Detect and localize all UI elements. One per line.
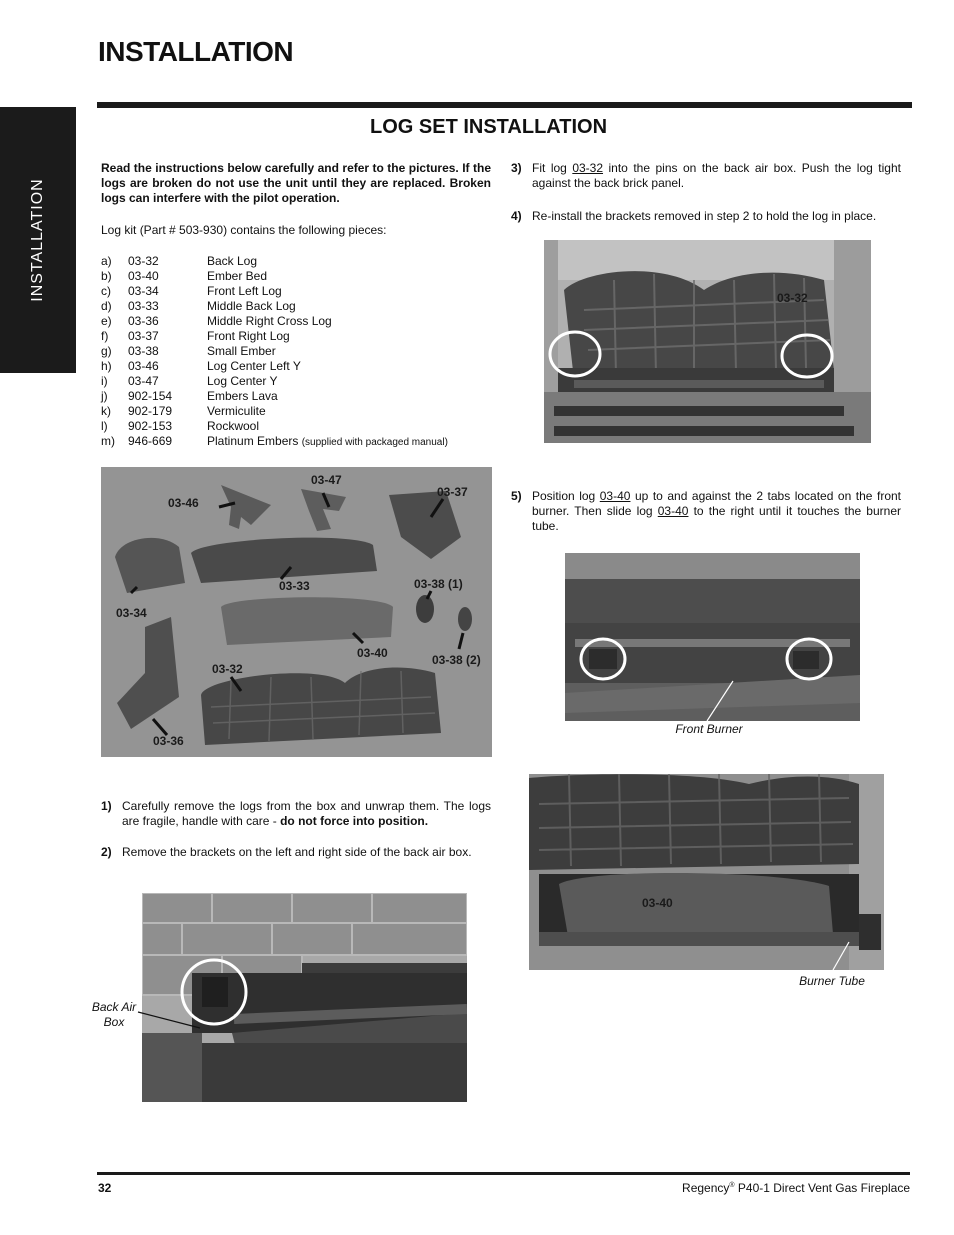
- footer-rule: [97, 1172, 910, 1175]
- step-number: 1): [101, 799, 112, 813]
- part-name-text: Platinum Embers: [207, 434, 299, 448]
- step-text: Fit log: [532, 161, 573, 175]
- part-code: 902-154: [128, 389, 173, 403]
- step-text: Remove the brackets on the left and right side of the back air box.: [122, 845, 472, 859]
- part-letter: h): [101, 359, 112, 373]
- label-03-38-1: 03-38 (1): [414, 577, 463, 591]
- caption-back-air-box: Back Air Box: [91, 1000, 137, 1029]
- brand-name: Regency: [682, 1181, 730, 1195]
- label-03-34: 03-34: [116, 606, 147, 620]
- pointer-back-air-box: [134, 1006, 204, 1032]
- product-name: P40-1 Direct Vent Gas Fireplace: [734, 1181, 910, 1195]
- log-code-link[interactable]: 03-40: [599, 489, 631, 503]
- part-code: 03-47: [128, 374, 159, 388]
- side-tab: [0, 107, 76, 373]
- part-name: Embers Lava: [207, 389, 278, 403]
- part-name: Log Center Y: [207, 374, 278, 388]
- label-03-46: 03-46: [168, 496, 199, 510]
- part-name: Front Right Log: [207, 329, 290, 343]
- log-kit-image: [101, 467, 492, 757]
- label-03-47: 03-47: [311, 473, 342, 487]
- caption-front-burner: Front Burner: [675, 722, 743, 736]
- front-burner-photo: [565, 553, 860, 721]
- part-name: Ember Bed: [207, 269, 268, 283]
- part-letter: l): [101, 419, 108, 433]
- part-letter: i): [101, 374, 108, 388]
- part-code: 902-153: [128, 419, 173, 433]
- part-letter: c): [101, 284, 111, 298]
- part-name: Back Log: [207, 254, 258, 268]
- page-number: 32: [98, 1181, 112, 1195]
- caption-burner-tube: Burner Tube: [799, 974, 865, 988]
- front-burner-image: [565, 553, 860, 721]
- part-code: 03-40: [128, 269, 159, 283]
- part-code: 03-38: [128, 344, 159, 358]
- step-text: Carefully remove the logs from the box and unwrap them. The logs are fragile, handle with care -: [122, 799, 491, 828]
- step-text: Re-install the brackets removed in step 2 to hold the log in place.: [532, 209, 877, 223]
- kit-line: Log kit (Part # 503-930) contains the following pieces:: [101, 223, 387, 237]
- label-back-log: 03-32: [777, 291, 808, 305]
- step-text: up to and against the 2 tabs located on the front burner. Then slide log: [532, 489, 901, 518]
- back-log-image: [544, 240, 871, 443]
- step-number: 2): [101, 845, 112, 859]
- part-name: Middle Back Log: [207, 299, 296, 313]
- page-title: INSTALLATION: [98, 36, 294, 67]
- part-letter: f): [101, 329, 109, 343]
- step-5: [511, 489, 901, 534]
- step-2: [101, 845, 491, 860]
- label-03-33: 03-33: [279, 579, 310, 593]
- label-03-37: 03-37: [437, 485, 468, 499]
- part-letter: a): [101, 254, 112, 268]
- registered-mark: ®: [729, 1182, 735, 1189]
- step-4: [511, 209, 911, 224]
- part-code: 902-179: [128, 404, 173, 418]
- label-03-36: 03-36: [153, 734, 184, 748]
- part-name: Small Ember: [207, 344, 276, 358]
- part-letter: k): [101, 404, 111, 418]
- part-name: Rockwool: [207, 419, 260, 433]
- part-code: 03-32: [128, 254, 159, 268]
- step-body: [532, 161, 901, 191]
- part-code: 03-46: [128, 359, 159, 373]
- step-text: to the right until it touches the burner tube.: [532, 504, 901, 533]
- label-03-38-2: 03-38 (2): [432, 653, 481, 667]
- part-name: Middle Right Cross Log: [207, 314, 332, 328]
- back-air-box-image: [142, 893, 467, 1102]
- part-name: Vermiculite: [207, 404, 266, 418]
- part-code: 03-37: [128, 329, 159, 343]
- step-3: [511, 161, 901, 191]
- step-number: 4): [511, 209, 522, 223]
- part-code: 03-34: [128, 284, 159, 298]
- part-letter: m): [101, 434, 115, 448]
- part-name: Log Center Left Y: [207, 359, 301, 373]
- part-letter: b): [101, 269, 112, 283]
- back-log-photo: [544, 240, 871, 443]
- part-note: (supplied with packaged manual): [301, 437, 448, 448]
- log-code-link[interactable]: 03-40: [657, 504, 689, 518]
- step-emphasis: do not force into position.: [280, 814, 429, 828]
- top-rule: [97, 102, 912, 108]
- log-code-link[interactable]: 03-32: [572, 161, 604, 175]
- part-letter: g): [101, 344, 112, 358]
- label-ember-bed: 03-40: [642, 896, 673, 910]
- footer-product: [682, 1181, 910, 1195]
- section-title: LOG SET INSTALLATION: [370, 116, 608, 138]
- label-03-40: 03-40: [357, 646, 388, 660]
- step-body: [532, 489, 901, 534]
- log-kit-photo: [101, 467, 492, 757]
- side-tab-label: INSTALLATION: [29, 178, 46, 302]
- step-body: [122, 799, 491, 829]
- part-letter: d): [101, 299, 112, 313]
- ember-bed-photo: [529, 774, 884, 970]
- part-code: 03-36: [128, 314, 159, 328]
- step-text: into the pins on the back air box. Push the log tight against the back brick panel.: [532, 161, 901, 190]
- step-number: 3): [511, 161, 522, 175]
- step-number: 5): [511, 489, 522, 503]
- part-letter: j): [101, 389, 108, 403]
- part-code: 946-669: [128, 434, 173, 448]
- part-name: [207, 434, 448, 450]
- ember-bed-image: [529, 774, 884, 970]
- part-code: 03-33: [128, 299, 159, 313]
- step-text: Position log: [532, 489, 600, 503]
- warning-text: Read the instructions below carefully and refer to the pictures. If the logs are broken do not use the unit until they are replaced. Broken logs can interfere with the pilot operation.: [101, 161, 491, 205]
- back-air-box-photo: [142, 893, 467, 1102]
- part-letter: e): [101, 314, 112, 328]
- step-1: [101, 799, 491, 829]
- part-name: Front Left Log: [207, 284, 282, 298]
- label-03-32: 03-32: [212, 662, 243, 676]
